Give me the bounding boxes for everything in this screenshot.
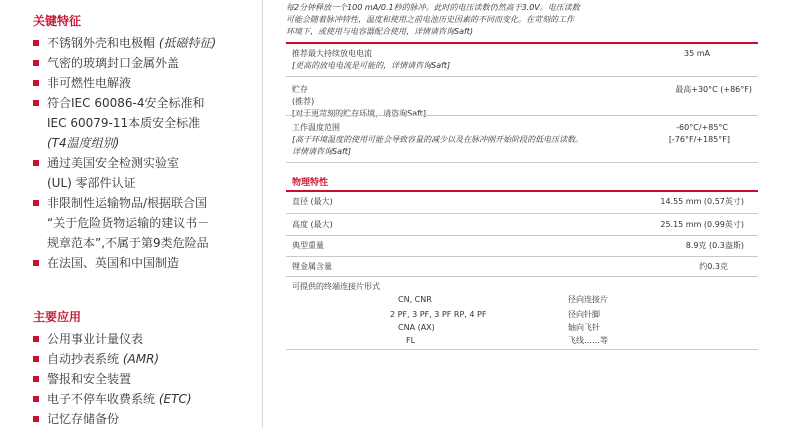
list-item-continuation: (UL) 零部件认证: [47, 176, 136, 190]
list-item: 符合IEC 60086-4安全标准和: [33, 93, 258, 113]
intro-text: 每2分钟释放一个100 mA/0.1秒的脉冲。此时的电压读数仍然高于3.0V。电压读数 可能会随着脉冲特性，温度和使用之前电池历史因素的不同而变化。在苛刻的工作 环境下，或使用与电容器配合使用，详情请咨询Saft): [286, 3, 580, 36]
list-item: 电子不停车收费系统 (ETC): [33, 389, 258, 409]
list-item: 记忆存储备份: [33, 409, 258, 429]
list-item: 在法国、英国和中国制造: [33, 253, 258, 273]
key-features-title: 关键特征: [33, 14, 82, 28]
right-column: 每2分钟释放一个100 mA/0.1秒的脉冲。此时的电压读数仍然高于3.0V。电压读数 可能会随着脉冲特性，温度和使用之前电池历史因素的不同而变化。在苛刻的工作 环境下，或使用与电容器配合使用，详情请咨询Saft) 推荐最大持续放电电流 35 mA [更高的放电电流是可能的，详情请咨询Saft] 贮存 最高+30°C (+86°F) (推荐) [对于更苛刻的贮存环境，请咨询Saft] 工作温度范围 -60°C/+85°C [-76°F/+185°F] [高于环境温度的使用可能会导致容量的减少以及在脉冲刚开始阶段的低电压读数。 详情请咨询Saft] 物理特性 直径 (最大) 14.55 mm (0.57英寸) 高度 (最大) 25.15 mm (0.99英寸) 典型重量 8.9克 (0.3盎斯) 锂金属含量 约0.3克 可提供的终端连接片形式 CN, CNR 径向连接片 2 PF, 3 PF, 3 PF RP, 4 PF 径向针脚 CNA (AX) 轴向飞针 FL 飞线……等: [286, 0, 758, 428]
termination-code: 2 PF, 3 PF, 3 PF RP, 4 PF: [390, 310, 487, 319]
termination-desc: 径向连接片: [568, 295, 608, 304]
termination-code: CNA (AX): [398, 323, 435, 332]
row-divider: [286, 162, 758, 163]
list-item: 警报和安全装置: [33, 369, 258, 389]
list-item-continuation: (T4温度组别): [47, 136, 120, 150]
section-rule: [286, 42, 758, 44]
left-column: [0, 0, 262, 428]
list-item: 气密的玻璃封口金属外盖: [33, 53, 258, 73]
list-item-continuation: “关于危险货物运输的建议书－: [47, 216, 210, 230]
section-rule: [286, 190, 758, 192]
termination-desc: 飞线……等: [568, 336, 608, 345]
applications-title: 主要应用: [33, 310, 82, 324]
list-item: 公用事业计量仪表: [33, 329, 258, 349]
list-item: 不锈钢外壳和电极帽 (抵磁特征): [33, 33, 258, 53]
row-divider: [286, 213, 758, 214]
row-divider: [286, 276, 758, 277]
termination-desc: 径向针脚: [568, 310, 600, 319]
list-item-continuation: IEC 60079-11本质安全标准: [47, 116, 201, 130]
column-divider: [262, 0, 263, 428]
row-divider: [286, 115, 758, 116]
list-item: 通过美国安全检测实验室: [33, 153, 258, 173]
row-divider: [286, 76, 758, 77]
termination-code: CN, CNR: [398, 295, 432, 304]
termination-desc: 轴向飞针: [568, 323, 600, 332]
key-features-list: [33, 33, 258, 273]
applications-list: [33, 329, 258, 429]
list-item-continuation: 规章范本”,不属于第9类危险品: [47, 236, 209, 250]
list-item: 非限制性运输物品/根据联合国: [33, 193, 258, 213]
list-item: 非可燃性电解液: [33, 73, 258, 93]
row-divider: [286, 235, 758, 236]
termination-code: FL: [406, 336, 416, 345]
row-divider: [286, 349, 758, 350]
row-divider: [286, 256, 758, 257]
list-item: 自动抄表系统 (AMR): [33, 349, 258, 369]
physical-title: 物理特性: [292, 178, 329, 188]
